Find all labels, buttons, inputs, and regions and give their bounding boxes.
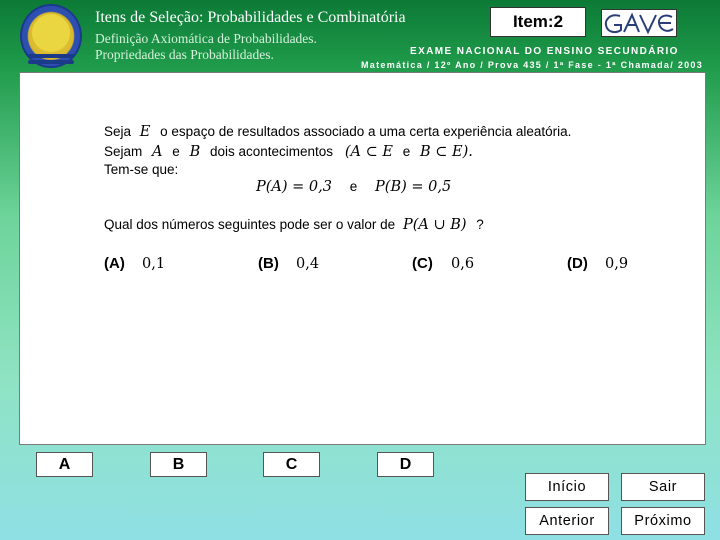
logo-center	[32, 14, 70, 52]
answer-button-b[interactable]: B	[150, 452, 207, 477]
math-expression: B ⊂ E).	[419, 144, 473, 160]
text: e	[349, 179, 358, 194]
exam-title: EXAME NACIONAL DO ENSINO SECUNDÁRIO	[410, 46, 679, 57]
logo-band	[28, 60, 74, 64]
option-value-c: 0,6	[451, 256, 475, 272]
answer-button-d[interactable]: D	[377, 452, 434, 477]
anterior-button[interactable]: Anterior	[525, 507, 609, 535]
logo-band	[28, 54, 74, 58]
given-values	[256, 179, 451, 195]
answer-button-c[interactable]: C	[263, 452, 320, 477]
text: Sejam	[104, 144, 143, 159]
exam-details: Matemática / 12º Ano / Prova 435 / 1ª Fase - 1ª Chamada/ 2003	[361, 60, 704, 70]
math-expression: P(B) = 0,5	[375, 179, 452, 195]
math-symbol: A	[152, 144, 163, 160]
question-line-3: Tem-se que:	[104, 162, 179, 177]
question-prompt	[104, 217, 484, 233]
question-panel	[19, 72, 706, 445]
question-line-1	[104, 124, 571, 140]
math-symbol: B	[189, 144, 201, 160]
school-logo-icon	[20, 4, 82, 68]
text: Seja	[104, 124, 132, 139]
text: ?	[476, 217, 484, 232]
gave-logo-graphic	[602, 10, 678, 38]
option-label-c: (C)	[412, 255, 433, 272]
option-value-b: 0,4	[296, 256, 320, 272]
topic-line-1: Definição Axiomática de Probabilidades.	[95, 31, 317, 46]
option-label-a: (A)	[104, 255, 125, 272]
item-number-badge: Item:2	[490, 7, 586, 37]
question-line-2	[104, 144, 473, 160]
option-label-b: (B)	[258, 255, 279, 272]
math-symbol: E	[139, 124, 151, 140]
option-label-d: (D)	[567, 255, 588, 272]
text: e	[402, 144, 411, 159]
math-expression: P(A ∪ B)	[402, 217, 467, 233]
inicio-button[interactable]: Início	[525, 473, 609, 501]
sair-button[interactable]: Sair	[621, 473, 705, 501]
answer-button-a[interactable]: A	[36, 452, 93, 477]
proximo-button[interactable]: Próximo	[621, 507, 705, 535]
math-expression: (A ⊂ E	[344, 144, 393, 160]
option-value-d: 0,9	[605, 256, 629, 272]
math-expression: P(A) = 0,3	[256, 179, 332, 195]
text: e	[172, 144, 180, 159]
page-title: Itens de Seleção: Probabilidades e Combinatória	[95, 9, 406, 26]
option-value-a: 0,1	[142, 256, 166, 272]
text: dois acontecimentos	[209, 144, 334, 159]
topic-line-2: Propriedades das Probabilidades.	[95, 47, 274, 62]
text: o espaço de resultados associado a uma certa experiência aleatória.	[160, 124, 572, 139]
text: Qual dos números seguintes pode ser o valor de	[104, 217, 396, 232]
gave-logo-icon	[601, 9, 677, 37]
